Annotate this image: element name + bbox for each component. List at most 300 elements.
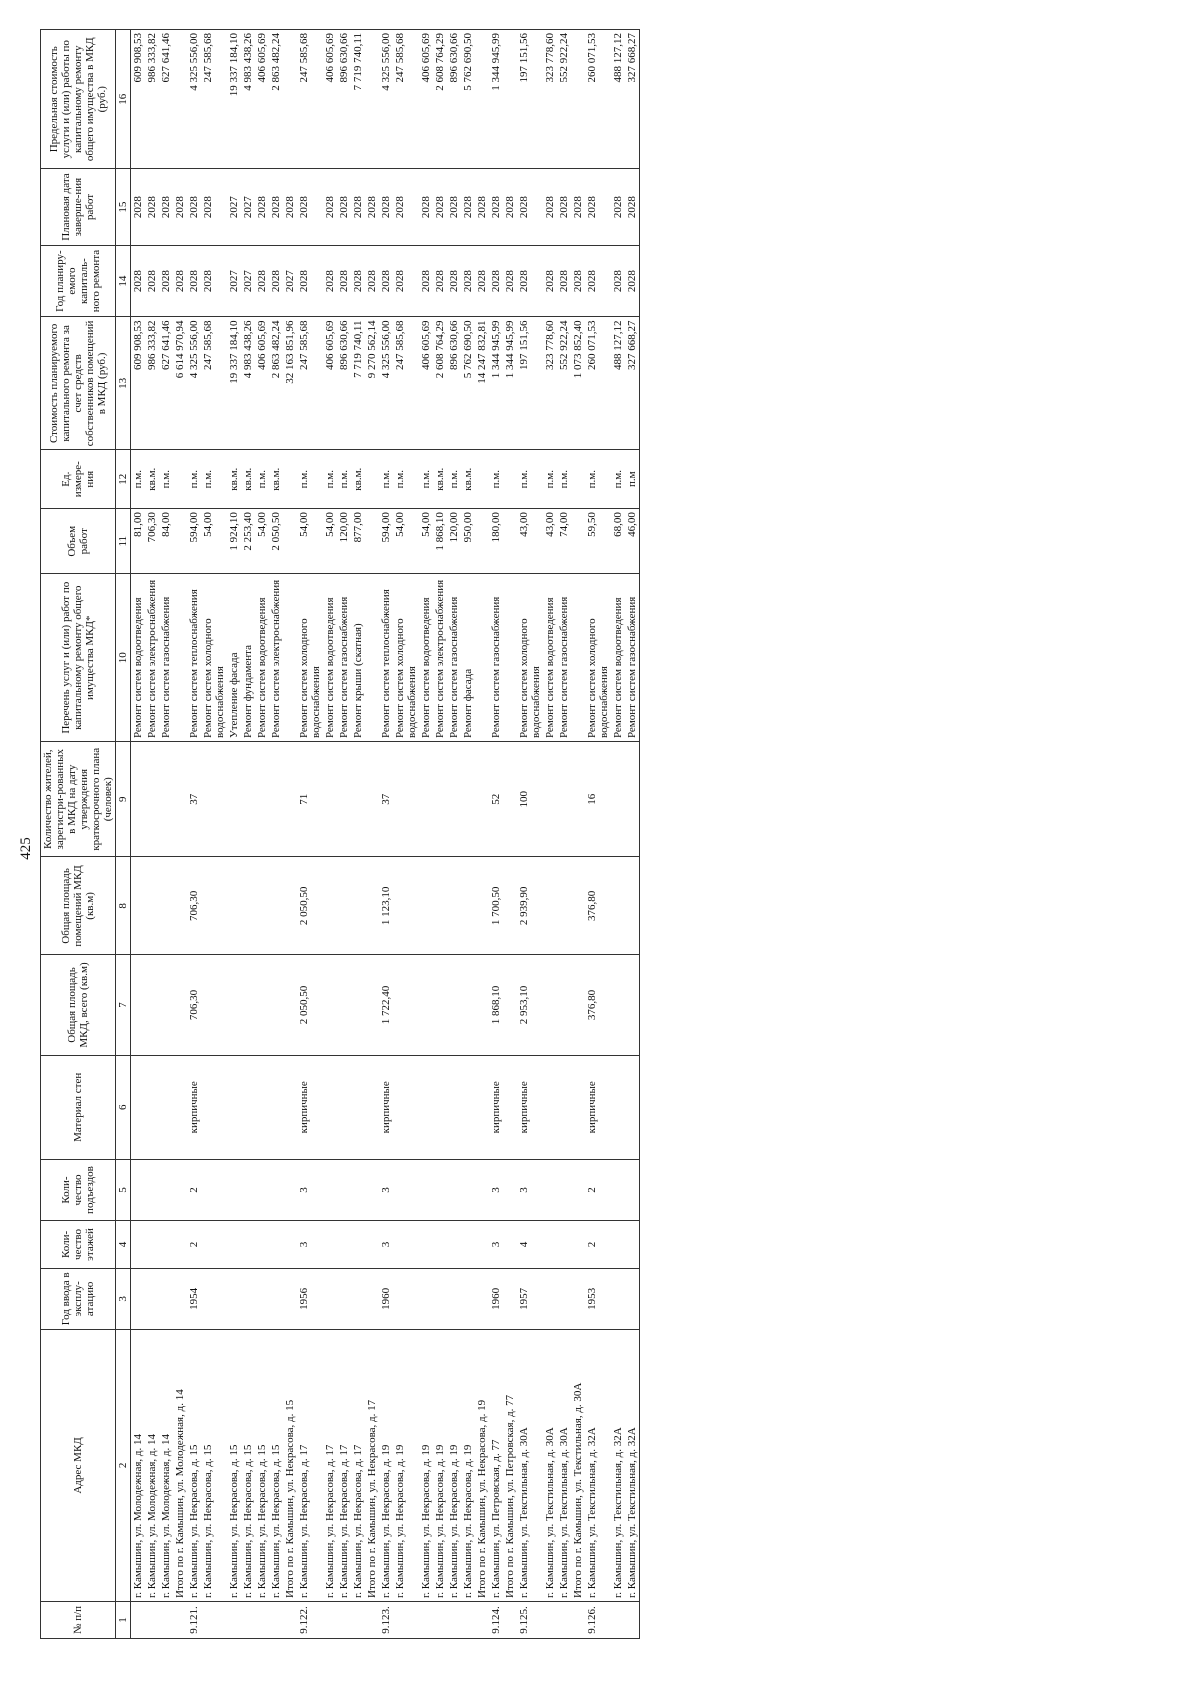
table-cell: [283, 1160, 297, 1221]
table-cell: [461, 1602, 475, 1639]
table-cell: 2028: [461, 169, 475, 245]
table-cell: г. Камышин, ул. Молодежная, д. 14: [159, 1329, 173, 1601]
table-cell: [625, 1055, 640, 1160]
table-cell: [227, 955, 241, 1055]
table-cell: [419, 742, 433, 857]
table-cell: [543, 955, 557, 1055]
table-row: [337, 30, 351, 1639]
column-header: Коли-чество подъездов: [41, 1160, 116, 1221]
table-cell: [419, 1160, 433, 1221]
table-cell: 1 123,10: [379, 857, 393, 955]
table-cell: [503, 955, 517, 1055]
table-cell: 609 908,53: [131, 30, 146, 169]
table-cell: [625, 1221, 640, 1269]
table-cell: [159, 955, 173, 1055]
table-cell: п.м.: [393, 450, 419, 509]
table-cell: 2027: [283, 245, 297, 317]
table-cell: [365, 30, 379, 169]
column-number: 12: [116, 450, 131, 509]
table-cell: 1 868,10: [489, 955, 503, 1055]
table-row: [283, 30, 297, 1639]
table-cell: [571, 742, 585, 857]
table-cell: 2027: [241, 245, 255, 317]
table-cell: [611, 1268, 625, 1329]
column-header: Ед. измере-ния: [41, 450, 116, 509]
column-header: Адрес МКД: [41, 1329, 116, 1601]
table-cell: 2: [585, 1221, 611, 1269]
table-cell: [159, 742, 173, 857]
table-cell: [433, 1602, 447, 1639]
table-cell: [173, 509, 187, 574]
table-cell: [475, 857, 489, 955]
table-cell: 54,00: [255, 509, 269, 574]
table-cell: 376,80: [585, 955, 611, 1055]
table-cell: [447, 1055, 461, 1160]
table-cell: 120,00: [447, 509, 461, 574]
table-cell: п.м.: [255, 450, 269, 509]
table-cell: [611, 857, 625, 955]
table-cell: 16: [585, 742, 611, 857]
table-cell: [393, 1602, 419, 1639]
column-header: Коли-чество этажей: [41, 1221, 116, 1269]
table-cell: 2028: [131, 169, 146, 245]
table-cell: [201, 857, 227, 955]
table-cell: 406 605,69: [419, 317, 433, 450]
table-cell: [503, 1055, 517, 1160]
table-cell: [131, 1602, 146, 1639]
table-cell: [241, 1221, 255, 1269]
table-cell: [173, 1602, 187, 1639]
table-cell: п.м.: [131, 450, 146, 509]
table-cell: [571, 30, 585, 169]
table-cell: [475, 1221, 489, 1269]
table-cell: 594,00: [379, 509, 393, 574]
table-cell: п.м.: [543, 450, 557, 509]
table-cell: [131, 1160, 146, 1221]
table-cell: 1 722,40: [379, 955, 393, 1055]
table-cell: 4 325 556,00: [379, 317, 393, 450]
table-cell: [269, 955, 283, 1055]
table-cell: Ремонт систем газоснабжения: [625, 574, 640, 742]
table-row: [571, 30, 585, 1639]
table-cell: [131, 742, 146, 857]
table-cell: [145, 955, 159, 1055]
table-cell: 4: [517, 1221, 543, 1269]
table-cell: [145, 857, 159, 955]
table-cell: 2 253,40: [241, 509, 255, 574]
table-cell: Ремонт систем газоснабжения: [557, 574, 571, 742]
table-cell: 2028: [283, 169, 297, 245]
table-row: [241, 30, 255, 1639]
table-cell: [255, 1602, 269, 1639]
table-cell: Итого по г. Камышин, ул. Некрасова, д. 19: [475, 1329, 489, 1601]
table-cell: [393, 955, 419, 1055]
table-cell: 9.121.: [187, 1602, 201, 1639]
table-cell: [625, 1268, 640, 1329]
table-cell: 4 983 438,26: [241, 30, 255, 169]
table-cell: [255, 955, 269, 1055]
table-cell: [351, 1268, 365, 1329]
table-cell: [323, 742, 337, 857]
table-row: [173, 30, 187, 1639]
table-cell: [269, 1268, 283, 1329]
table-cell: [337, 857, 351, 955]
table-cell: кв.м.: [145, 450, 159, 509]
table-cell: 43,00: [517, 509, 543, 574]
table-cell: 9 270 562,14: [365, 317, 379, 450]
table-cell: 323 778,60: [543, 317, 557, 450]
table-cell: [625, 1160, 640, 1221]
table-cell: п.м.: [517, 450, 543, 509]
table-cell: 5 762 690,50: [461, 30, 475, 169]
table-cell: [625, 955, 640, 1055]
table-row: [187, 30, 201, 1639]
table-row: [379, 30, 393, 1639]
column-header: № п/п: [41, 1602, 116, 1639]
table-cell: 52: [489, 742, 503, 857]
table-cell: [283, 857, 297, 955]
table-cell: [351, 857, 365, 955]
table-cell: 32 163 851,96: [283, 317, 297, 450]
table-cell: [255, 1221, 269, 1269]
table-cell: 2028: [585, 245, 611, 317]
table-cell: 2028: [159, 169, 173, 245]
table-cell: п.м.: [159, 450, 173, 509]
table-cell: 1 868,10: [433, 509, 447, 574]
table-cell: Ремонт систем электроснабжения: [433, 574, 447, 742]
table-cell: г. Камышин, ул. Некрасова, д. 19: [447, 1329, 461, 1601]
table-cell: [173, 1268, 187, 1329]
table-cell: [365, 450, 379, 509]
table-cell: 2028: [543, 245, 557, 317]
table-cell: [571, 955, 585, 1055]
table-cell: 488 127,12: [611, 30, 625, 169]
table-cell: 1957: [517, 1268, 543, 1329]
table-cell: 376,80: [585, 857, 611, 955]
table-cell: [557, 1602, 571, 1639]
table-cell: [241, 1602, 255, 1639]
table-cell: [337, 742, 351, 857]
table-cell: [227, 1268, 241, 1329]
table-cell: [323, 857, 337, 955]
table-row: [625, 30, 640, 1639]
table-cell: [173, 1160, 187, 1221]
table-cell: 1 073 852,40: [571, 317, 585, 450]
column-header: Общая площадь помещений МКД (кв.м): [41, 857, 116, 955]
table-cell: [241, 1160, 255, 1221]
table-cell: [365, 509, 379, 574]
table-cell: 406 605,69: [255, 317, 269, 450]
table-cell: кв.м.: [351, 450, 365, 509]
column-number: 9: [116, 742, 131, 857]
table-cell: Ремонт фасада: [461, 574, 475, 742]
table-cell: [255, 1268, 269, 1329]
table-cell: [269, 1055, 283, 1160]
table-cell: г. Камышин, ул. Текстильная, д. 30А: [517, 1329, 543, 1601]
table-cell: [365, 574, 379, 742]
table-cell: 2028: [461, 245, 475, 317]
table-cell: 54,00: [393, 509, 419, 574]
table-cell: 46,00: [625, 509, 640, 574]
table-cell: 327 668,27: [625, 317, 640, 450]
table-cell: [173, 1221, 187, 1269]
table-cell: [365, 1055, 379, 1160]
table-cell: кирпичные: [297, 1055, 323, 1160]
table-cell: [419, 1221, 433, 1269]
table-cell: 1954: [187, 1268, 201, 1329]
table-cell: 2027: [241, 169, 255, 245]
table-cell: [365, 1268, 379, 1329]
table-cell: 1960: [489, 1268, 503, 1329]
column-header: Перечень услуг и (или) работ по капитальному ремонту общего имущества МКД*: [41, 574, 116, 742]
table-cell: [433, 955, 447, 1055]
table-cell: кв.м.: [461, 450, 475, 509]
table-cell: 896 630,66: [337, 317, 351, 450]
table-cell: [461, 1055, 475, 1160]
table-cell: 406 605,69: [419, 30, 433, 169]
table-cell: 896 630,66: [447, 317, 461, 450]
table-cell: кирпичные: [489, 1055, 503, 1160]
table-cell: 247 585,68: [297, 317, 323, 450]
table-cell: 2028: [379, 169, 393, 245]
table-cell: Ремонт систем газоснабжения: [159, 574, 173, 742]
table-row: [419, 30, 433, 1639]
table-cell: [475, 1160, 489, 1221]
table-cell: п.м.: [585, 450, 611, 509]
table-cell: 2028: [611, 245, 625, 317]
table-cell: 406 605,69: [323, 30, 337, 169]
table-cell: 627 641,46: [159, 317, 173, 450]
table-cell: 2: [585, 1160, 611, 1221]
table-cell: [611, 742, 625, 857]
table-cell: [503, 1602, 517, 1639]
table-cell: 2: [187, 1160, 201, 1221]
table-cell: Ремонт систем холодного водоснабжения: [393, 574, 419, 742]
table-cell: п.м.: [611, 450, 625, 509]
table-cell: [503, 742, 517, 857]
table-cell: [543, 1268, 557, 1329]
column-header: Общая площадь МКД, всего (кв.м): [41, 955, 116, 1055]
table-cell: 2028: [571, 245, 585, 317]
table-cell: 71: [297, 742, 323, 857]
table-cell: [461, 955, 475, 1055]
table-cell: п.м.: [187, 450, 201, 509]
table-cell: 2028: [489, 169, 503, 245]
table-cell: 2028: [351, 245, 365, 317]
table-cell: 37: [187, 742, 201, 857]
table-cell: 3: [379, 1160, 393, 1221]
table-cell: [145, 1268, 159, 1329]
table-cell: [393, 1268, 419, 1329]
table-cell: [419, 857, 433, 955]
table-cell: [475, 1055, 489, 1160]
table-cell: п.м.: [419, 450, 433, 509]
table-cell: 2028: [173, 245, 187, 317]
table-cell: [283, 450, 297, 509]
table-cell: Ремонт систем водоотведения: [543, 574, 557, 742]
table-cell: 2028: [255, 169, 269, 245]
table-cell: [201, 1055, 227, 1160]
table-cell: 2 608 764,29: [433, 317, 447, 450]
table-row: [297, 30, 323, 1639]
table-cell: [461, 1268, 475, 1329]
table-cell: 2028: [517, 169, 543, 245]
table-cell: Ремонт систем холодного водоснабжения: [297, 574, 323, 742]
table-cell: 7 719 740,11: [351, 317, 365, 450]
table-cell: 3: [297, 1160, 323, 1221]
table-cell: 2: [187, 1221, 201, 1269]
table-cell: [337, 1221, 351, 1269]
table-cell: [503, 509, 517, 574]
column-header: Объем работ: [41, 509, 116, 574]
table-cell: 2028: [433, 245, 447, 317]
table-cell: 488 127,12: [611, 317, 625, 450]
table-cell: [557, 1160, 571, 1221]
table-cell: [159, 1160, 173, 1221]
table-cell: [447, 1160, 461, 1221]
table-cell: 2027: [227, 245, 241, 317]
table-cell: [571, 1602, 585, 1639]
table-cell: [475, 1268, 489, 1329]
table-cell: [145, 1055, 159, 1160]
table-cell: [447, 742, 461, 857]
table-cell: 2028: [447, 245, 461, 317]
table-cell: 2 863 482,24: [269, 30, 283, 169]
table-cell: [337, 1055, 351, 1160]
table-cell: 247 585,68: [201, 30, 227, 169]
table-cell: 4 325 556,00: [187, 317, 201, 450]
table-cell: [323, 1602, 337, 1639]
table-cell: [173, 450, 187, 509]
table-cell: [323, 1268, 337, 1329]
table-cell: 986 333,82: [145, 317, 159, 450]
table-cell: Ремонт систем водоотведения: [131, 574, 146, 742]
table-cell: [625, 1602, 640, 1639]
table-cell: 706,30: [145, 509, 159, 574]
table-cell: [159, 857, 173, 955]
table-cell: [227, 742, 241, 857]
table-cell: [323, 1221, 337, 1269]
table-cell: г. Камышин, ул. Некрасова, д. 15: [227, 1329, 241, 1601]
column-number: 3: [116, 1268, 131, 1329]
table-cell: 2028: [173, 169, 187, 245]
table-cell: 2 953,10: [517, 955, 543, 1055]
table-cell: 4 325 556,00: [187, 30, 201, 169]
table-row: [517, 30, 543, 1639]
table-cell: кв.м.: [227, 450, 241, 509]
table-cell: 3: [297, 1221, 323, 1269]
table-cell: [419, 1268, 433, 1329]
table-cell: г. Камышин, ул. Текстильная, д. 30А: [543, 1329, 557, 1601]
table-cell: 247 585,68: [393, 317, 419, 450]
table-cell: Ремонт систем холодного водоснабжения: [585, 574, 611, 742]
table-cell: г. Камышин, ул. Текстильная, д. 32А: [625, 1329, 640, 1601]
table-cell: 74,00: [557, 509, 571, 574]
table-cell: Ремонт систем теплоснабжения: [379, 574, 393, 742]
table-cell: [145, 1221, 159, 1269]
table-cell: 2028: [585, 169, 611, 245]
table-cell: Ремонт систем газоснабжения: [489, 574, 503, 742]
table-cell: [475, 509, 489, 574]
table-cell: 247 585,68: [393, 30, 419, 169]
table-cell: [543, 1160, 557, 1221]
table-cell: 260 071,53: [585, 317, 611, 450]
table-cell: 84,00: [159, 509, 173, 574]
table-cell: 2 863 482,24: [269, 317, 283, 450]
table-cell: Ремонт систем холодного водоснабжения: [201, 574, 227, 742]
table-cell: кирпичные: [187, 1055, 201, 1160]
table-cell: 2 050,50: [297, 857, 323, 955]
table-cell: 2028: [145, 169, 159, 245]
table-cell: [159, 1055, 173, 1160]
table-cell: [571, 1268, 585, 1329]
table-cell: [283, 1602, 297, 1639]
table-cell: [159, 1221, 173, 1269]
table-cell: [323, 1160, 337, 1221]
table-cell: 1 924,10: [227, 509, 241, 574]
table-cell: [283, 955, 297, 1055]
table-cell: 896 630,66: [447, 30, 461, 169]
column-header: Количество жителей, зарегистри-рованных в МКД на дату утверждения краткосрочного плана (человек): [41, 742, 116, 857]
table-row: [145, 30, 159, 1639]
table-cell: 247 585,68: [297, 30, 323, 169]
table-cell: [503, 574, 517, 742]
table-cell: Ремонт систем электроснабжения: [269, 574, 283, 742]
table-cell: 9.126.: [585, 1602, 611, 1639]
table-cell: п.м.: [489, 450, 503, 509]
table-cell: [503, 30, 517, 169]
table-cell: [201, 1221, 227, 1269]
table-cell: г. Камышин, ул. Некрасова, д. 19: [433, 1329, 447, 1601]
table-cell: Итого по г. Камышин, ул. Текстильная, д. 30А: [571, 1329, 585, 1601]
table-cell: [447, 1268, 461, 1329]
table-cell: 2028: [611, 169, 625, 245]
table-cell: [571, 1221, 585, 1269]
table-cell: 877,00: [351, 509, 365, 574]
table-cell: [557, 1268, 571, 1329]
column-number: 15: [116, 169, 131, 245]
table-cell: Итого по г. Камышин, ул. Некрасова, д. 15: [283, 1329, 297, 1601]
table-cell: 9.124.: [489, 1602, 503, 1639]
table-cell: 4 983 438,26: [241, 317, 255, 450]
table-cell: [283, 1268, 297, 1329]
table-cell: [351, 1602, 365, 1639]
table-cell: [475, 30, 489, 169]
table-cell: 197 151,56: [517, 30, 543, 169]
column-number: 14: [116, 245, 131, 317]
table-cell: [475, 450, 489, 509]
table-row: [227, 30, 241, 1639]
table-cell: [393, 857, 419, 955]
table-cell: г. Камышин, ул. Некрасова, д. 17: [351, 1329, 365, 1601]
table-cell: 896 630,66: [337, 30, 351, 169]
table-cell: 706,30: [187, 955, 201, 1055]
table-row: [461, 30, 475, 1639]
table-cell: [543, 1602, 557, 1639]
table-cell: [419, 955, 433, 1055]
table-cell: [201, 1160, 227, 1221]
table-cell: 594,00: [187, 509, 201, 574]
table-cell: 3: [517, 1160, 543, 1221]
column-header: Предельная стоимость услуги и (или) работы по капитальному ремонту общего имущества в МКД (руб.): [41, 30, 116, 169]
table-cell: [173, 742, 187, 857]
table-cell: 2028: [297, 245, 323, 317]
table-cell: 2028: [517, 245, 543, 317]
column-number: 5: [116, 1160, 131, 1221]
column-header: Год планиру-емого капиталь-ного ремонта: [41, 245, 116, 317]
table-cell: [503, 857, 517, 955]
table-cell: [173, 30, 187, 169]
